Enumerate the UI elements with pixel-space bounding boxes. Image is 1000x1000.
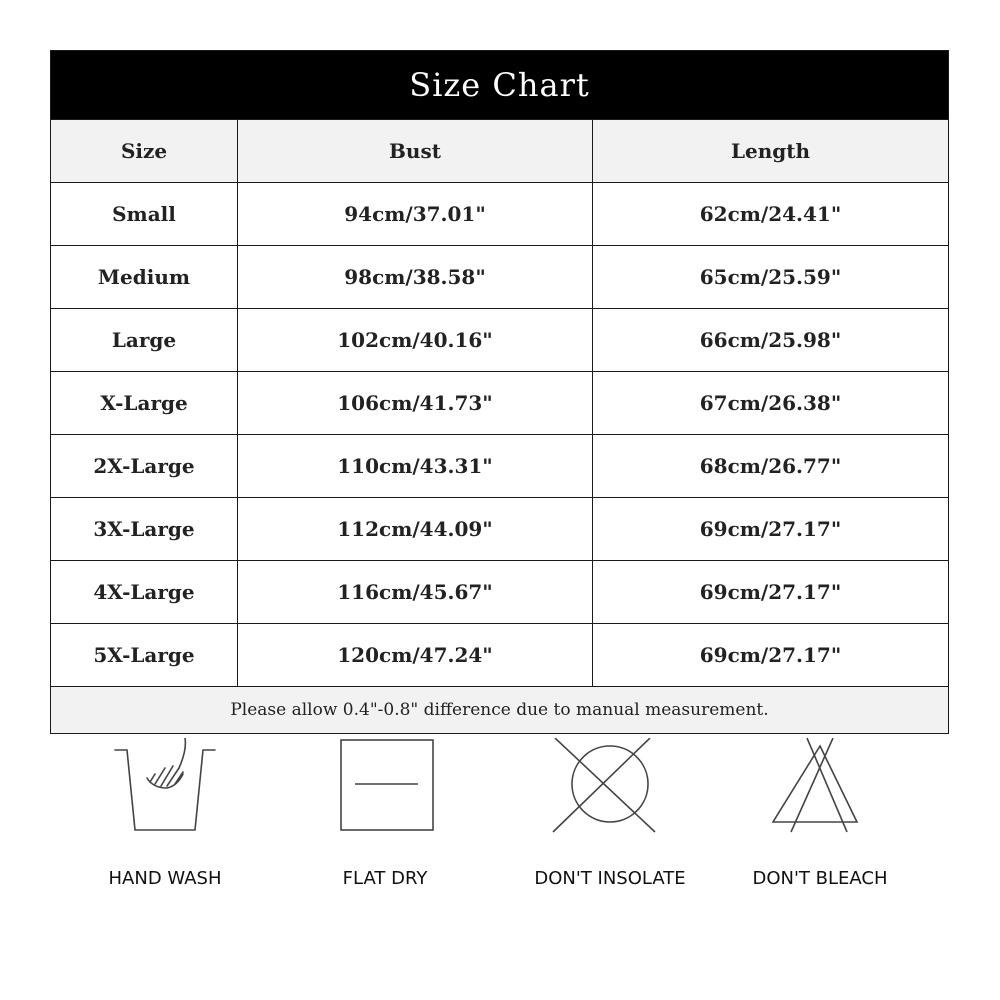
size-cell: 4X-Large [51, 561, 238, 624]
size-chart-table [50, 50, 949, 734]
size-cell: Large [51, 309, 238, 372]
length-cell: 69cm/27.17" [593, 498, 949, 561]
care-hand-wash [95, 738, 235, 889]
column-header-bust: Bust [238, 120, 593, 183]
bust-cell: 98cm/38.58" [238, 246, 593, 309]
care-dont-bleach [735, 738, 905, 889]
bust-cell: 116cm/45.67" [238, 561, 593, 624]
header-row [51, 120, 949, 183]
hand-wash-icon [95, 738, 235, 838]
length-cell: 69cm/27.17" [593, 561, 949, 624]
bust-cell: 110cm/43.31" [238, 435, 593, 498]
bust-cell: 106cm/41.73" [238, 372, 593, 435]
size-cell: 3X-Large [51, 498, 238, 561]
table-row [51, 309, 949, 372]
care-flat-dry [320, 738, 450, 889]
care-label: HAND WASH [108, 868, 222, 889]
no-bleach-icon [735, 738, 905, 838]
length-cell: 66cm/25.98" [593, 309, 949, 372]
measurement-note: Please allow 0.4"-0.8" difference due to manual measurement. [51, 687, 949, 734]
column-header-size: Size [51, 120, 238, 183]
size-cell: X-Large [51, 372, 238, 435]
bust-cell: 94cm/37.01" [238, 183, 593, 246]
table-row [51, 435, 949, 498]
table-row [51, 372, 949, 435]
table-row [51, 561, 949, 624]
flat-dry-icon [320, 738, 450, 838]
size-cell: 5X-Large [51, 624, 238, 687]
size-cell: Small [51, 183, 238, 246]
length-cell: 69cm/27.17" [593, 624, 949, 687]
table-row [51, 183, 949, 246]
length-cell: 65cm/25.59" [593, 246, 949, 309]
length-cell: 68cm/26.77" [593, 435, 949, 498]
table-row [51, 498, 949, 561]
care-label: DON'T INSOLATE [534, 868, 686, 889]
bust-cell: 120cm/47.24" [238, 624, 593, 687]
bust-cell: 102cm/40.16" [238, 309, 593, 372]
bust-cell: 112cm/44.09" [238, 498, 593, 561]
care-dont-insolate [525, 738, 695, 889]
chart-title: Size Chart [51, 51, 949, 120]
table-row [51, 624, 949, 687]
table-row [51, 246, 949, 309]
length-cell: 62cm/24.41" [593, 183, 949, 246]
no-insolate-icon [525, 738, 695, 838]
column-header-length: Length [593, 120, 949, 183]
size-cell: 2X-Large [51, 435, 238, 498]
care-label: FLAT DRY [342, 868, 428, 889]
care-label: DON'T BLEACH [752, 868, 888, 889]
length-cell: 67cm/26.38" [593, 372, 949, 435]
size-cell: Medium [51, 246, 238, 309]
